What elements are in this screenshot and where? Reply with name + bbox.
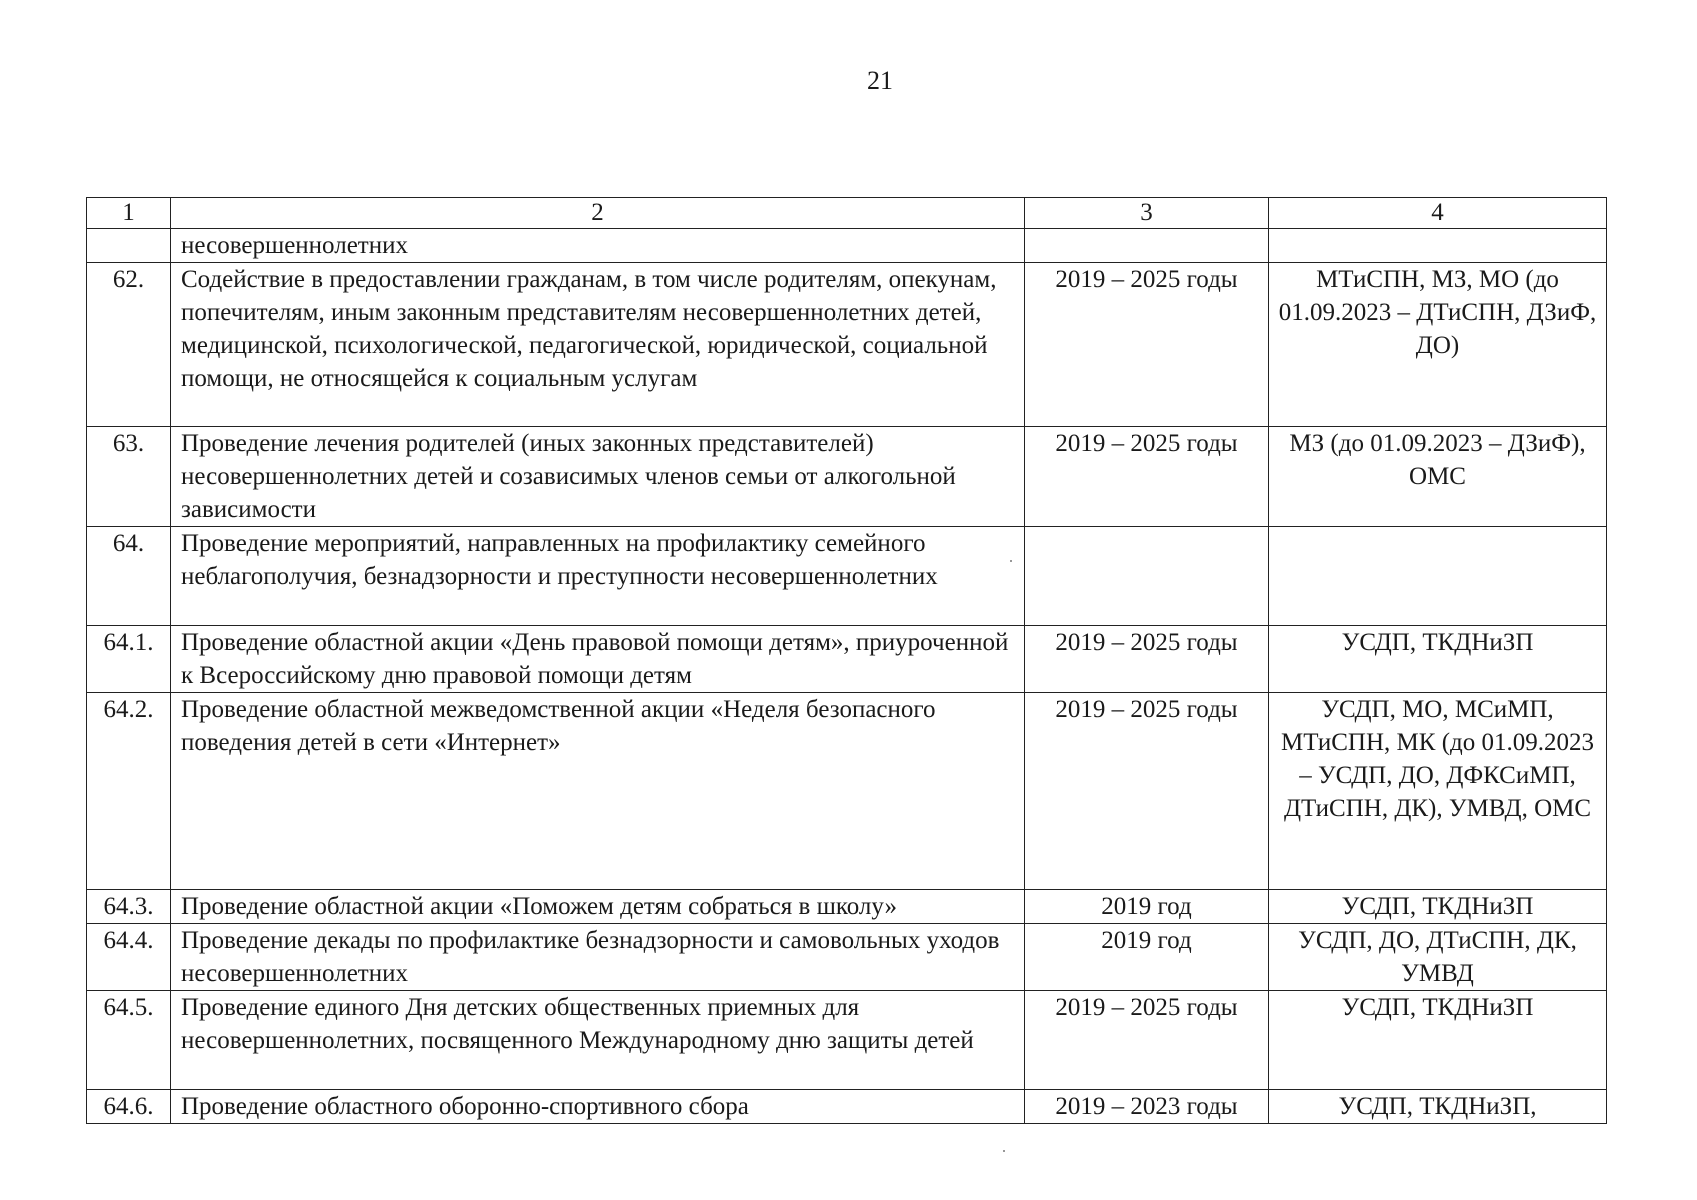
measures-table [86,197,1607,1124]
row-number: 64.3. [87,890,171,924]
table-row [87,263,1607,427]
table-row [87,890,1607,924]
table-row [87,693,1607,890]
responsible-cell: УСДП, ТКДНиЗП [1269,991,1607,1090]
table-row [87,229,1607,263]
period-cell: 2019 – 2025 годы [1025,427,1269,527]
table-header-row [87,198,1607,229]
table-row [87,924,1607,991]
responsible-cell: УСДП, ДО, ДТиСПН, ДК, УМВД [1269,924,1607,991]
period-cell: 2019 год [1025,890,1269,924]
scan-speck [1010,560,1012,562]
row-number [87,229,171,263]
table-row [87,527,1607,626]
measure-text: Проведение областной акции «Поможем детям собраться в школу» [171,890,1025,924]
measure-text: Проведение декады по профилактике безнадзорности и самовольных уходов несовершеннолетних [171,924,1025,991]
row-number: 64. [87,527,171,626]
row-number: 64.4. [87,924,171,991]
responsible-cell: УСДП, ТКДНиЗП, [1269,1090,1607,1124]
table-row [87,427,1607,527]
measure-text: Проведение мероприятий, направленных на профилактику семейного неблагополучия, безнадзорности и преступности несовершеннолетних [171,527,1025,626]
header-col-2: 2 [171,198,1025,229]
period-cell [1025,527,1269,626]
period-cell: 2019 – 2025 годы [1025,693,1269,890]
measure-text: Проведение областной межведомственной акции «Неделя безопасного поведения детей в сети «Интернет» [171,693,1025,890]
row-number: 63. [87,427,171,527]
header-col-4: 4 [1269,198,1607,229]
table-row [87,991,1607,1090]
row-number: 62. [87,263,171,427]
responsible-cell: МЗ (до 01.09.2023 – ДЗиФ), ОМС [1269,427,1607,527]
scan-speck [1003,1150,1005,1152]
responsible-cell [1269,527,1607,626]
header-col-1: 1 [87,198,171,229]
period-cell: 2019 – 2025 годы [1025,626,1269,693]
period-cell: 2019 – 2023 годы [1025,1090,1269,1124]
measure-text: Содействие в предоставлении гражданам, в том числе родителям, опекунам, попечителям, иным законным представителям несовершеннолетних детей, медицинской, психологической, педагогической, юридической, социальной помощи, не относящейся к социальным услугам [171,263,1025,427]
responsible-cell: МТиСПН, МЗ, МО (до 01.09.2023 – ДТиСПН, ДЗиФ, ДО) [1269,263,1607,427]
header-col-3: 3 [1025,198,1269,229]
measure-text: Проведение областной акции «День правовой помощи детям», приуроченной к Всероссийскому дню правовой помощи детям [171,626,1025,693]
responsible-cell [1269,229,1607,263]
row-number: 64.2. [87,693,171,890]
responsible-cell: УСДП, МО, МСиМП, МТиСПН, МК (до 01.09.2023 – УСДП, ДО, ДФКСиМП, ДТиСПН, ДК), УМВД, ОМС [1269,693,1607,890]
table-row [87,1090,1607,1124]
measure-text: Проведение единого Дня детских общественных приемных для несовершеннолетних, посвященного Международному дню защиты детей [171,991,1025,1090]
measure-text: несовершеннолетних [171,229,1025,263]
period-cell: 2019 год [1025,924,1269,991]
table-row [87,626,1607,693]
responsible-cell: УСДП, ТКДНиЗП [1269,890,1607,924]
period-cell: 2019 – 2025 годы [1025,991,1269,1090]
period-cell: 2019 – 2025 годы [1025,263,1269,427]
page-number: 21 [867,66,893,95]
period-cell [1025,229,1269,263]
row-number: 64.5. [87,991,171,1090]
row-number: 64.6. [87,1090,171,1124]
responsible-cell: УСДП, ТКДНиЗП [1269,626,1607,693]
measure-text: Проведение областного оборонно-спортивного сбора [171,1090,1025,1124]
row-number: 64.1. [87,626,171,693]
measure-text: Проведение лечения родителей (иных законных представителей) несовершеннолетних детей и созависимых членов семьи от алкогольной зависимости [171,427,1025,527]
